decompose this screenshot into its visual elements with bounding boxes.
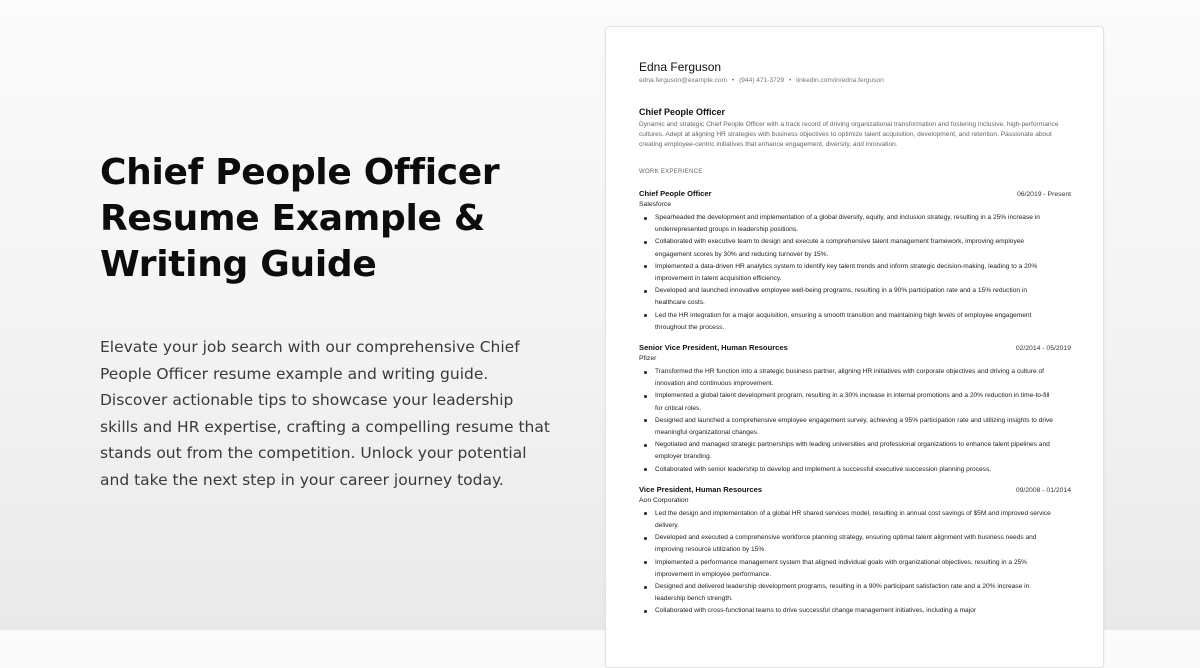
job-dates: 09/2008 - 01/2014	[1015, 486, 1071, 494]
resume-headline: Chief People Officer	[639, 107, 726, 117]
job-bullets	[639, 508, 1071, 618]
page-description: Elevate your job search with our comprehensive Chief People Officer resume example and writing guide. Discover actionable tips to showcase your leadership skills and HR expertise, crafting a compelling resume that stands out from the competition. Unlock your potential and take the next step in your career journey today.	[100, 338, 550, 489]
job-header	[639, 342, 1071, 354]
job-header	[639, 484, 1071, 496]
bullet-item: Developed and executed a comprehensive workforce planning strategy, ensuring optimal talent alignment with business needs and improving resource utilization by 15%.	[639, 532, 1071, 556]
bullet-item: Developed and launched innovative employee well-being programs, resulting in a 90% participation rate and a 15% reduction in healthcare costs.	[639, 285, 1071, 309]
job-entry	[639, 188, 1071, 334]
page-title: Chief People Officer Resume Example & Writing Guide	[100, 152, 500, 285]
hero-section	[100, 150, 550, 493]
bullet-item: Collaborated with senior leadership to develop and implement a successful executive succession planning process.	[639, 464, 1071, 476]
contact-separator: •	[789, 77, 792, 84]
job-company: Aon Corporation	[639, 496, 689, 504]
bullet-item: Spearheaded the development and implementation of a global diversity, equity, and inclusion strategy, resulting in a 25% increase in underrepresented groups in leadership positions.	[639, 212, 1071, 236]
job-company: Salesforce	[639, 201, 672, 208]
resume-email: edna.ferguson@example.com	[639, 77, 728, 84]
bullet-item: Collaborated with cross-functional teams to drive successful change management initiatives, including a major	[639, 605, 1071, 617]
section-heading: WORK EXPERIENCE	[639, 169, 703, 175]
bullet-item: Negotiated and managed strategic partnerships with leading universities and professional organizations to enhance talent pipelines and employer branding.	[639, 439, 1071, 463]
job-title: Senior Vice President, Human Resources	[639, 343, 788, 353]
bullet-item: Designed and launched a comprehensive employee engagement survey, achieving a 95% participation rate and utilizing insights to drive meaningful organizational changes.	[639, 415, 1071, 439]
job-header	[639, 188, 1071, 200]
bullet-item: Led the HR integration for a major acquisition, ensuring a smooth transition and maintaining high levels of employee engagement throughout the process.	[639, 310, 1071, 334]
job-company: Pfizer	[639, 355, 657, 363]
resume-summary: Dynamic and strategic Chief People Officer with a track record of driving organizational transformation and fostering inclusive, high-performance cultures. Adept at aligning HR strategies with business objectives to optimize talent acquisition, development, and retention. Passionate about creating employee-centric initiatives that enhance engagement, diversity, and innovation.	[639, 121, 1059, 148]
job-bullets	[639, 366, 1071, 476]
resume-phone: (944) 471-3729	[739, 77, 785, 84]
job-title: Chief People Officer	[639, 189, 712, 198]
resume-linkedin: linkedin.com/in/edna.ferguson	[796, 77, 884, 84]
job-bullets	[639, 212, 1071, 334]
bullet-item: Implemented a performance management system that aligned individual goals with organizational objectives, resulting in a 25% improvement in employee performance.	[639, 557, 1071, 581]
resume-content	[639, 60, 1071, 618]
job-entry	[639, 342, 1071, 476]
bullet-item: Collaborated with executive team to design and execute a comprehensive talent management framework, improving employee engagement scores by 30% and reducing turnover by 15%.	[639, 236, 1071, 260]
job-dates: 02/2014 - 05/2019	[1015, 345, 1071, 353]
job-title: Vice President, Human Resources	[639, 484, 763, 494]
bullet-item: Implemented a data-driven HR analytics system to identify key talent trends and inform strategic decision-making, leading to a 20% improvement in talent acquisition efficiency.	[639, 261, 1071, 285]
contact-separator: •	[731, 77, 735, 84]
job-entry	[639, 484, 1071, 618]
bullet-item: Designed and delivered leadership development programs, resulting in a 90% participant satisfaction rate and a 20% increase in leadership bench strength.	[639, 581, 1071, 605]
bullet-item: Led the design and implementation of a global HR shared services model, resulting in annual cost savings of $5M and improved service delivery.	[639, 508, 1071, 532]
resume-contact	[639, 76, 1071, 85]
bullet-item: Transformed the HR function into a strategic business partner, aligning HR initiatives with corporate objectives and driving a culture of innovation and continuous improvement.	[639, 366, 1071, 390]
resume-name: Edna Ferguson	[639, 60, 722, 74]
bullet-item: Implemented a global talent development program, resulting in a 30% increase in internal promotions and a 20% reduction in time-to-fill for critical roles.	[639, 390, 1071, 414]
job-dates: 06/2019 - Present	[1016, 191, 1071, 198]
resume-preview	[605, 26, 1104, 668]
